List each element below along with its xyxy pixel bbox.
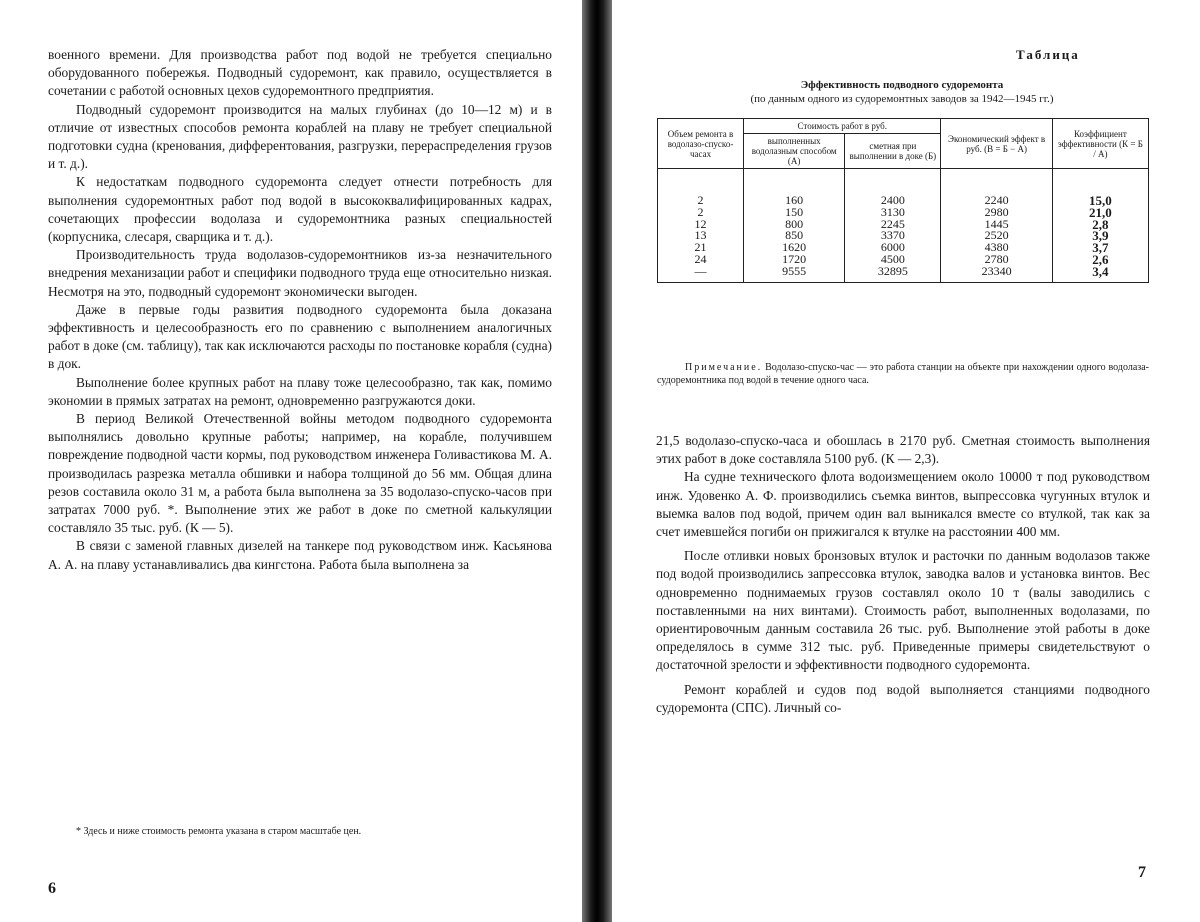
- right-page-body: [656, 432, 1150, 717]
- table-note: [657, 361, 1149, 388]
- table-cell: 4500: [845, 254, 941, 266]
- table-cell: 3,9: [1052, 230, 1148, 242]
- table-cell: 21,0: [1052, 207, 1148, 219]
- table-subtitle: (по данным одного из судоремонтных заводов за 1942—1945 гг.): [652, 92, 1152, 106]
- table-cell: 2245: [845, 219, 941, 231]
- table-cell: 150: [744, 207, 845, 219]
- left-paragraph-8: В связи с заменой главных дизелей на танкере под руководством инж. Касьянова А. А. на плаву устанавливались два кингстона. Работа была выполнена за: [48, 537, 552, 573]
- table-cell: 2240: [941, 169, 1052, 207]
- table-row: [658, 169, 1149, 207]
- table-cell: 3370: [845, 230, 941, 242]
- table-cell: 2400: [845, 169, 941, 207]
- right-paragraph-1: 21,5 водолазо-спуско-часа и обошлась в 2170 руб. Сметная стоимость выполнения этих работ в доке составляла 5100 руб. (К — 2,3).: [656, 432, 1150, 468]
- table-cell: 32895: [845, 266, 941, 282]
- header-coef: Коэффициент эффективности (К = Б / А): [1052, 119, 1148, 169]
- note-label: Примечание.: [685, 362, 762, 373]
- table-cell: 6000: [845, 242, 941, 254]
- left-paragraph-6: Выполнение более крупных работ на плаву тоже целесообразно, так как, помимо экономии в прямых затратах на ремонт, одновременно разгружаются доки.: [48, 374, 552, 410]
- header-volume: Объем ремонта в водолазо-спуско-часах: [658, 119, 744, 169]
- table-cell: 2520: [941, 230, 1052, 242]
- table-cell: 3130: [845, 207, 941, 219]
- left-paragraph-4: Производительность труда водолазов-судоремонтников из-за незначительного внедрения механизации работ и специфики подводного труда еще относительно низкая. Несмотря на это, подводный судоремонт экономически выгоден.: [48, 246, 552, 301]
- left-paragraph-7: В период Великой Отечественной войны методом подводного судоремонта выполнялись довольно крупные работы; например, на корабле, получившем повреждение подводной части кормы, под руководством инженера Голивастикова М. А. производилась разрезка металла обшивки и набора толщиной до 56 мм. Общая длина резов составила около 31 м, а работа была выполнена за 35 водолазо-спуско-часов при затратах 7000 руб. *. Выполнение этих же работ в доке по сметной калькуляции составляло 35 тыс. руб. (К — 5).: [48, 410, 552, 537]
- table-cell: 2: [658, 207, 744, 219]
- header-dock: сметная при выполнении в доке (Б): [845, 134, 941, 169]
- table-cell: 2: [658, 169, 744, 207]
- note-text: Водолазо-спуско-час — это работа станции на объекте при нахождении одного водолаза-судоремонтника под водой в течение одного часа.: [657, 362, 1149, 386]
- left-page-number: 6: [48, 880, 56, 898]
- left-footnote: * Здесь и ниже стоимость ремонта указана в старом масштабе цен.: [48, 825, 552, 838]
- table-cell: 2980: [941, 207, 1052, 219]
- right-paragraph-2: На судне технического флота водоизмещением около 10000 т под руководством инж. Удовенко А. Ф. производились съемка винтов, выпрессовка чугунных втулок и выемка валов под водой, причем один вал выникался вместе со втулкой, так как за счет имевшейся погиби он прижигался к втулке на расстоянии 400 мм.: [656, 468, 1150, 541]
- right-page-number: 7: [1138, 864, 1146, 882]
- table-cell: 2,6: [1052, 254, 1148, 266]
- left-paragraph-5: Даже в первые годы развития подводного судоремонта была доказана эффективность и целесообразность его по сравнению с выполнением аналогичных работ в доке (см. таблицу), так как исключаются расходы по постановке корабля (судна) в док.: [48, 301, 552, 374]
- left-paragraph-2: Подводный судоремонт производится на малых глубинах (до 10—12 м) и в отличие от известных способов ремонта кораблей на плаву не требует специальной подготовки судна (кренования, дифферентования, разгрузки, перераспределения грузов и т. д.).: [48, 101, 552, 174]
- book-spread: [0, 0, 1200, 922]
- table-cell: 2,8: [1052, 219, 1148, 231]
- table-row-total: [658, 266, 1149, 282]
- left-paragraph-3: К недостаткам подводного судоремонта следует отнести потребность для выполнения судоремонтных работ под водой в высококвалифицированных кадрах, сочетающих профессии водолаза и судоремонтника разных специальностей (корпусника, слесаря, сварщика и т. д.).: [48, 173, 552, 246]
- header-cost-group: Стоимость работ в руб.: [744, 119, 941, 134]
- table-label: Таблица: [1016, 47, 1080, 63]
- table-cell: 1720: [744, 254, 845, 266]
- table-cell: 3,4: [1052, 266, 1148, 282]
- table-cell: 3,7: [1052, 242, 1148, 254]
- table-cell: 23340: [941, 266, 1052, 282]
- header-econ: Экономический эффект в руб. (В = Б − А): [941, 119, 1052, 169]
- table-cell: 850: [744, 230, 845, 242]
- table-cell: 13: [658, 230, 744, 242]
- table-cell: 2780: [941, 254, 1052, 266]
- efficiency-table: [657, 118, 1149, 283]
- table-title: Эффективность подводного судоремонта: [652, 78, 1152, 92]
- table-cell: 160: [744, 169, 845, 207]
- table-cell: 21: [658, 242, 744, 254]
- table-cell: 12: [658, 219, 744, 231]
- table-cell: 9555: [744, 266, 845, 282]
- right-paragraph-4: Ремонт кораблей и судов под водой выполняется станциями подводного судоремонта (СПС). Личный со-: [656, 681, 1150, 717]
- table-cell: —: [658, 266, 744, 282]
- left-page-body: [48, 46, 552, 574]
- book-gutter: [582, 0, 612, 922]
- table-cell: 1445: [941, 219, 1052, 231]
- table-cell: 24: [658, 254, 744, 266]
- table-cell: 4380: [941, 242, 1052, 254]
- table-cell: 15,0: [1052, 169, 1148, 207]
- header-diver: выполненных водолазным способом (А): [744, 134, 845, 169]
- left-paragraph-1: военного времени. Для производства работ под водой не требуется специально оборудованного побережья. Подводный судоремонт, как правило, осуществляется в сочетании с работой основных цехов судоремонтного предприятия.: [48, 46, 552, 101]
- table-cell: 1620: [744, 242, 845, 254]
- table-cell: 800: [744, 219, 845, 231]
- right-paragraph-3: После отливки новых бронзовых втулок и расточки по данным водолазов также под водой производились запрессовка втулок, заводка валов и установка винтов. Вес одновременно поднимаемых грузов составлял около 10 т (валы заводились с поставленными на них винтами). Стоимость работ, выполненных водолазами, по ориентировочным данным составила 26 тыс. руб. Выполнение этой работы в доке определялось в сумме 312 тыс. руб. Приведенные примеры свидетельствуют о достаточной зрелости и эффективности подводного судоремонта.: [656, 547, 1150, 674]
